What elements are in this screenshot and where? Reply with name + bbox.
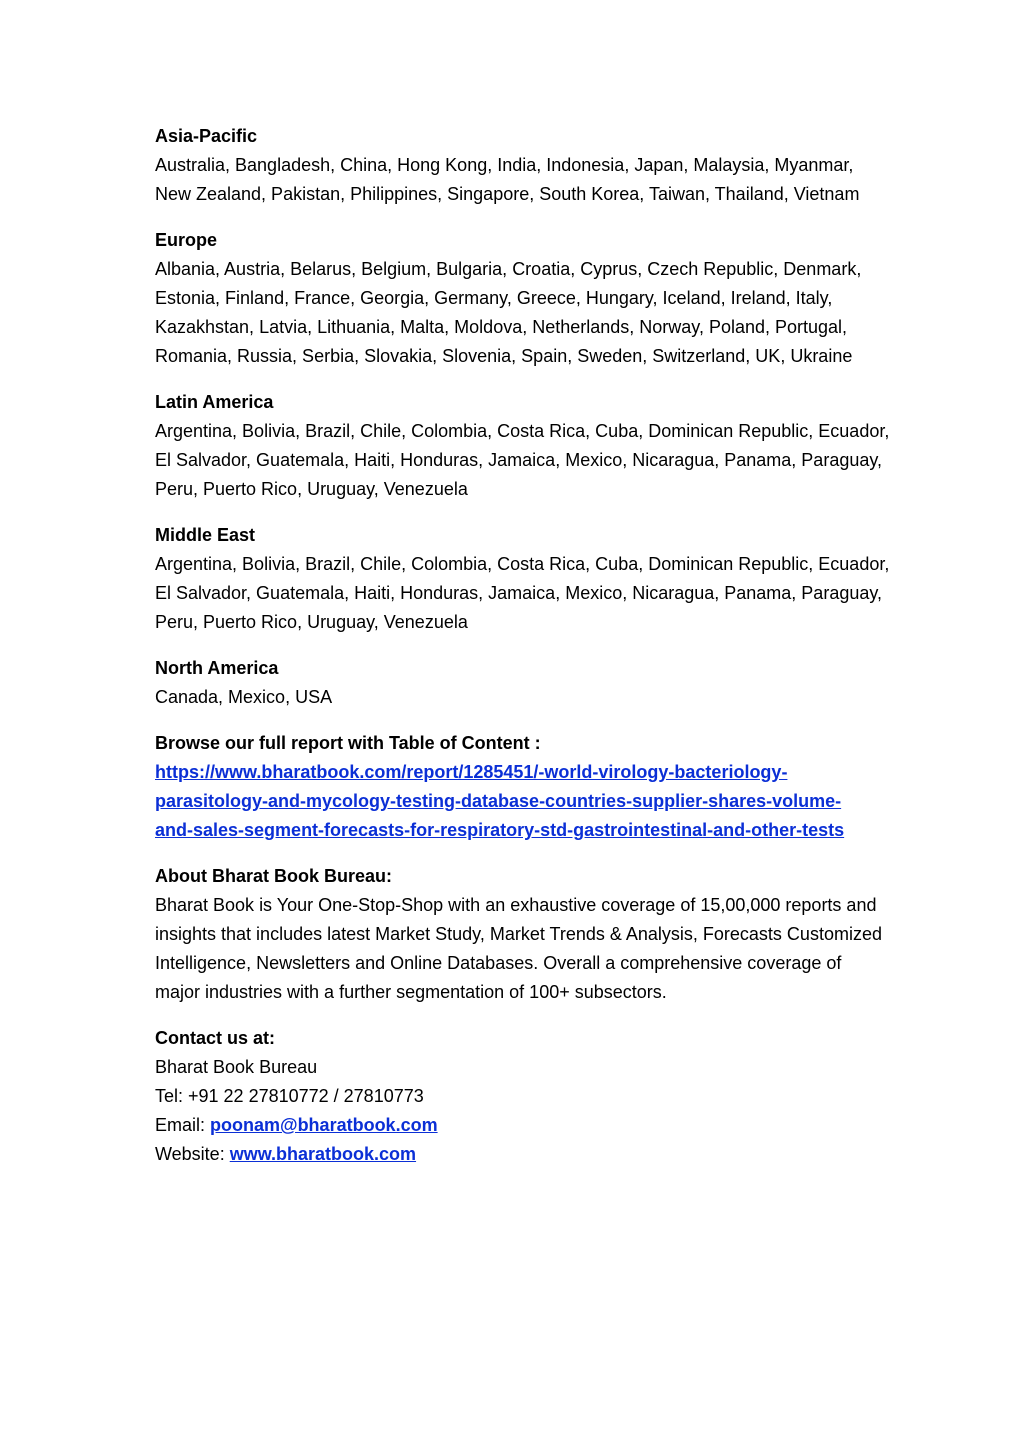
region-heading: Middle East xyxy=(155,525,256,545)
region-north-america xyxy=(155,654,890,712)
region-countries: Argentina, Bolivia, Brazil, Chile, Colombia, Costa Rica, Cuba, Dominican Republic, Ecuador, El Salvador, Guatemala, Haiti, Honduras, Jamaica, Mexico, Nicaragua, Panama, Paraguay, Peru, Puerto Rico, Uruguay, Venezuela xyxy=(155,554,890,632)
report-link-line-1[interactable]: https://www.bharatbook.com/report/1285451/-world-virology-bacteriology- xyxy=(155,762,788,782)
region-europe xyxy=(155,226,890,371)
region-heading: North America xyxy=(155,658,279,678)
about-section xyxy=(155,862,890,1007)
report-link-line-2[interactable]: parasitology-and-mycology-testing-database-countries-supplier-shares-volume- xyxy=(155,791,842,811)
contact-website-row xyxy=(155,1140,890,1169)
region-heading: Asia-Pacific xyxy=(155,126,258,146)
region-countries: Albania, Austria, Belarus, Belgium, Bulgaria, Croatia, Cyprus, Czech Republic, Denmark, Estonia, Finland, France, Georgia, Germany, Greece, Hungary, Iceland, Ireland, Italy, Kazakhstan, Latvia, Lithuania, Malta, Moldova, Netherlands, Norway, Poland, Portugal, Romania, Russia, Serbia, Slovakia, Slovenia, Spain, Sweden, Switzerland, UK, Ukraine xyxy=(155,259,862,366)
contact-website-label: Website: xyxy=(155,1144,230,1164)
about-text: Bharat Book is Your One-Stop-Shop with an exhaustive coverage of 15,00,000 reports and insights that includes latest Market Study, Market Trends & Analysis, Forecasts Customized Intelligence, Newsletters and Online Databases. Overall a comprehensive coverage of major industries with a further segmentation of 100+ subsectors. xyxy=(155,895,882,1002)
region-latin-america xyxy=(155,388,890,504)
contact-company: Bharat Book Bureau xyxy=(155,1057,318,1077)
contact-email-row xyxy=(155,1111,890,1140)
region-middle-east xyxy=(155,521,890,637)
contact-email-label: Email: xyxy=(155,1115,211,1135)
contact-tel: Tel: +91 22 27810772 / 27810773 xyxy=(155,1086,424,1106)
region-countries: Argentina, Bolivia, Brazil, Chile, Colombia, Costa Rica, Cuba, Dominican Republic, Ecuador, El Salvador, Guatemala, Haiti, Honduras, Jamaica, Mexico, Nicaragua, Panama, Paraguay, Peru, Puerto Rico, Uruguay, Venezuela xyxy=(155,421,890,499)
region-countries: Canada, Mexico, USA xyxy=(155,687,333,707)
browse-heading: Browse our full report with Table of Content : xyxy=(155,733,541,753)
document-page xyxy=(155,122,890,1186)
region-countries: Australia, Bangladesh, China, Hong Kong, India, Indonesia, Japan, Malaysia, Myanmar, New Zealand, Pakistan, Philippines, Singapore, South Korea, Taiwan, Thailand, Vietnam xyxy=(155,155,860,204)
email-link[interactable]: poonam@bharatbook.com xyxy=(210,1115,438,1135)
contact-section xyxy=(155,1024,890,1169)
report-link-line-3[interactable]: and-sales-segment-forecasts-for-respiratory-std-gastrointestinal-and-other-tests xyxy=(155,820,845,840)
browse-report-section xyxy=(155,729,890,845)
website-link[interactable]: www.bharatbook.com xyxy=(229,1144,417,1164)
about-heading: About Bharat Book Bureau: xyxy=(155,866,393,886)
region-asia-pacific xyxy=(155,122,890,209)
region-heading: Latin America xyxy=(155,392,274,412)
region-heading: Europe xyxy=(155,230,218,250)
contact-heading: Contact us at: xyxy=(155,1028,276,1048)
